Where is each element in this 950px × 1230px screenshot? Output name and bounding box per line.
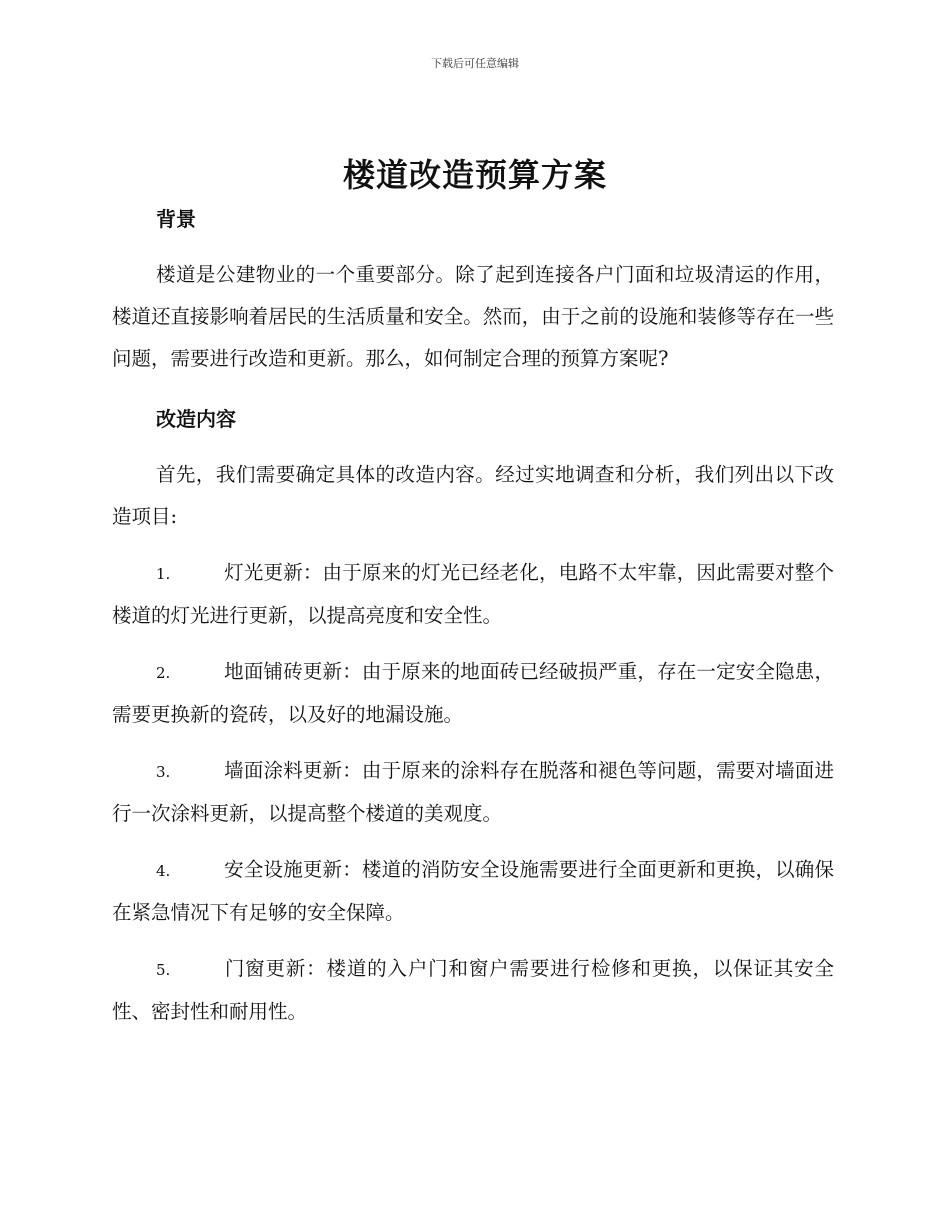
- list-item-number: 1.: [156, 565, 171, 583]
- list-item-number: 3.: [156, 763, 171, 781]
- list-item: [112, 750, 834, 835]
- list-item-text: 灯光更新：由于原来的灯光已经老化，电路不太牢靠，因此需要对整个楼道的灯光进行更新，以提高亮度和安全性。: [112, 561, 834, 627]
- list-item-number: 2.: [156, 664, 171, 682]
- background-paragraph: 楼道是公建物业的一个重要部分。除了起到连接各户门面和垃圾清运的作用，楼道还直接影响着居民的生活质量和安全。然而，由于之前的设施和装修等存在一些问题，需要进行改造和更新。那么，如何制定合理的预算方案呢?: [112, 263, 834, 370]
- list-item: [112, 849, 834, 934]
- list-item-number: 5.: [156, 961, 171, 979]
- list-item: [112, 552, 834, 637]
- page-header-note: 下载后可任意编辑: [431, 57, 519, 70]
- list-item-number: 4.: [156, 862, 171, 880]
- list-item-text: 墙面涂料更新：由于原来的涂料存在脱落和褪色等问题，需要对墙面进行一次涂料更新，以提高整个楼道的美观度。: [112, 759, 834, 825]
- list-item: [112, 948, 834, 1033]
- list-item: [112, 651, 834, 736]
- renovation-intro-paragraph: 首先，我们需要确定具体的改造内容。经过实地调查和分析，我们列出以下改造项目:: [112, 463, 834, 528]
- document-body: [112, 198, 834, 1033]
- list-item-text: 地面铺砖更新：由于原来的地面砖已经破损严重，存在一定安全隐患，需要更换新的瓷砖，以及好的地漏设施。: [112, 660, 834, 726]
- section-heading-renovation-content: 改造内容: [156, 407, 236, 431]
- document-title: 楼道改造预算方案: [342, 156, 607, 194]
- list-item-text: 安全设施更新：楼道的消防安全设施需要进行全面更新和更换，以确保在紧急情况下有足够的安全保障。: [112, 858, 834, 924]
- list-item-text: 门窗更新：楼道的入户门和窗户需要进行检修和更换，以保证其安全性、密封性和耐用性。: [112, 957, 834, 1023]
- section-heading-background: 背景: [156, 207, 196, 231]
